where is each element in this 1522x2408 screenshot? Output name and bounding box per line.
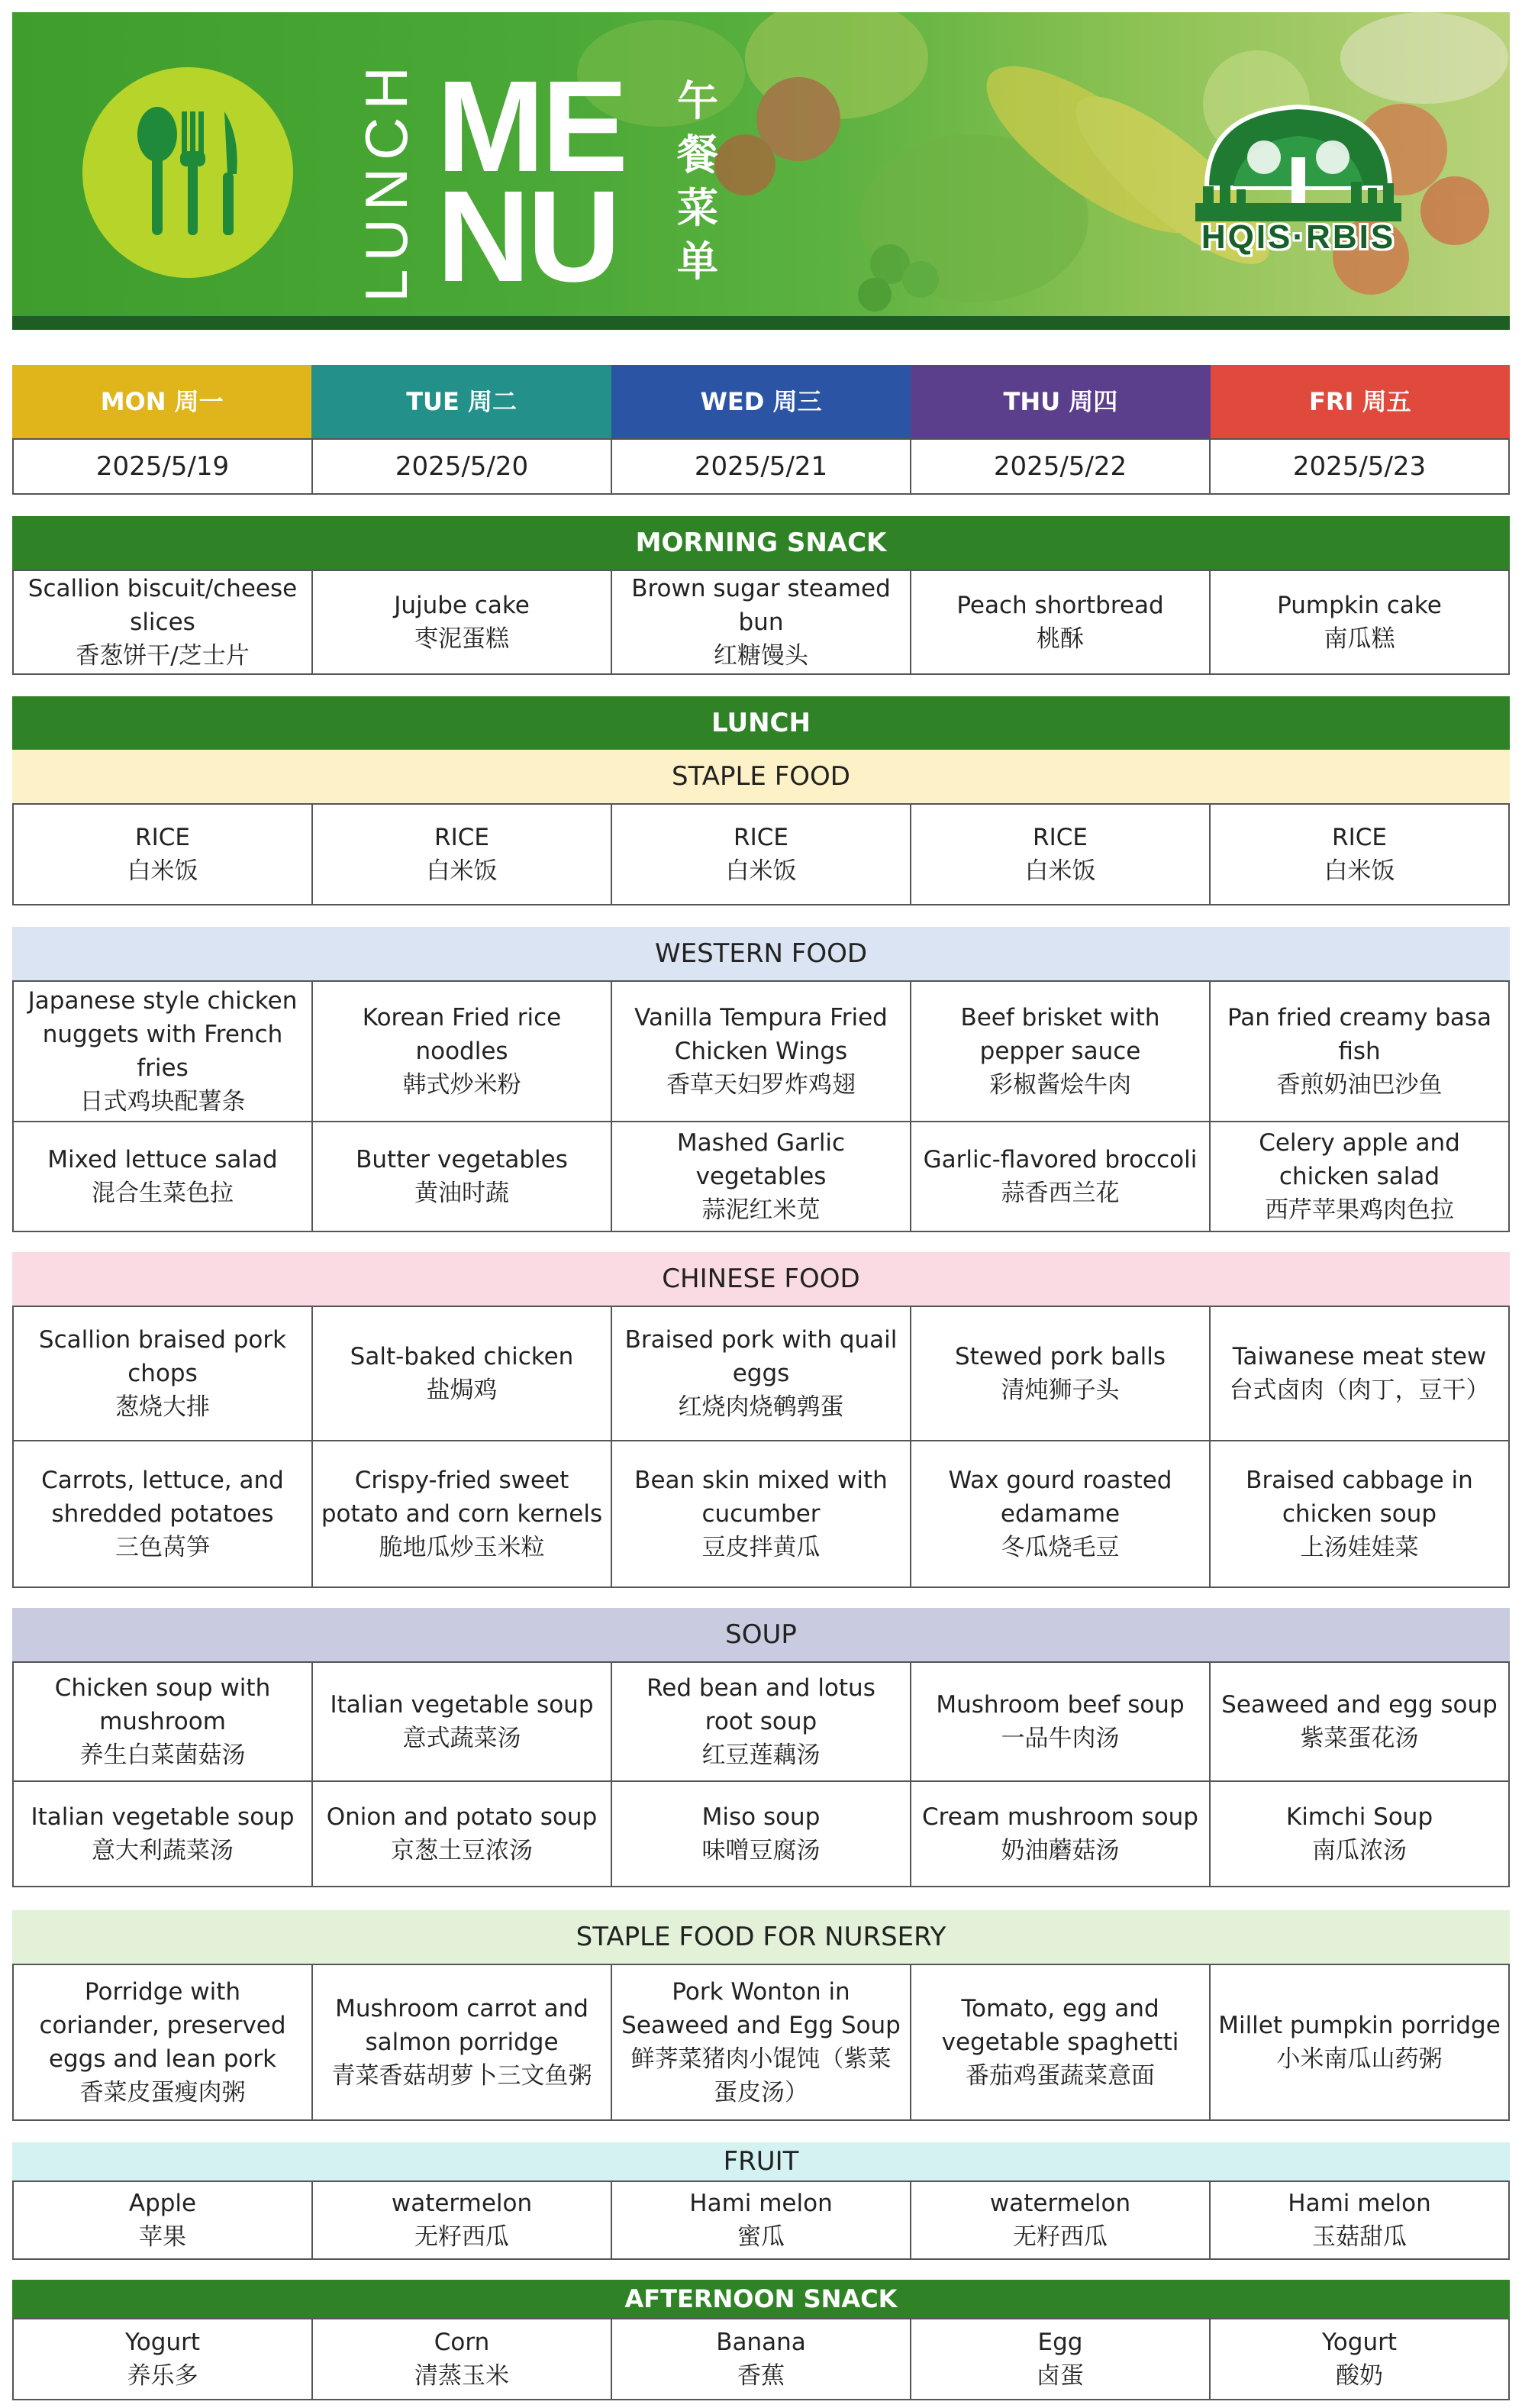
menu-item: RICE 白米饭 (611, 803, 911, 905)
menu-item: watermelon 无籽西瓜 (910, 2180, 1211, 2260)
menu-title (437, 54, 666, 309)
section-chinese-food: CHINESE FOOD (12, 1252, 1510, 1306)
fruit-row (12, 2180, 1510, 2260)
menu-item: Butter vegetables 黄油时蔬 (311, 1121, 612, 1232)
section-soup: SOUP (12, 1608, 1510, 1661)
menu-item: Braised pork with quail eggs 红烧肉烧鹌鹑蛋 (611, 1306, 911, 1441)
menu-item: Hami melon 玉菇甜瓜 (1209, 2180, 1510, 2260)
lunch-vertical-title: LUNCH (352, 58, 420, 302)
section-fruit: FRUIT (12, 2142, 1510, 2180)
menu-item: Pork Wonton in Seaweed and Egg Soup 鲜荠菜猪肉小馄饨（紫菜蛋皮汤） (611, 1964, 911, 2121)
menu-item: Vanilla Tempura Fried Chicken Wings 香草天妇罗炸鸡翅 (611, 980, 911, 1122)
menu-title-chinese: 午 餐 菜 单 (677, 77, 718, 286)
menu-item: Salt-baked chicken 盐焗鸡 (311, 1306, 612, 1441)
menu-item: Peach shortbread 桃酥 (910, 570, 1211, 675)
menu-item: Mushroom beef soup 一品牛肉汤 (910, 1661, 1211, 1782)
menu-item: Yogurt 养乐多 (12, 2318, 313, 2400)
menu-item: RICE 白米饭 (910, 803, 1211, 905)
menu-item: Korean Fried rice noodles 韩式炒米粉 (311, 980, 612, 1122)
section-staple-nursery: STAPLE FOOD FOR NURSERY (12, 1910, 1510, 1964)
menu-item: Garlic-flavored broccoli 蒜香西兰花 (910, 1121, 1211, 1232)
menu-item: Seaweed and egg soup 紫菜蛋花汤 (1209, 1661, 1510, 1782)
menu-item: Cream mushroom soup 奶油蘑菇汤 (910, 1780, 1211, 1887)
menu-item: RICE 白米饭 (311, 803, 612, 905)
chinese-food-row-1 (12, 1306, 1510, 1441)
school-logo-text: HQIS·RBIS (1201, 218, 1396, 256)
menu-item: watermelon 无籽西瓜 (311, 2180, 612, 2260)
menu-item: Kimchi Soup 南瓜浓汤 (1209, 1780, 1510, 1887)
menu-item: Corn 清蒸玉米 (311, 2318, 612, 2400)
date-tue: 2025/5/20 (311, 438, 612, 495)
staple-food-row (12, 803, 1510, 905)
menu-item: Brown sugar steamed bun 红糖馒头 (611, 570, 911, 675)
menu-item: Mixed lettuce salad 混合生菜色拉 (12, 1121, 313, 1232)
day-header-fri: FRI 周五 (1211, 365, 1510, 438)
menu-item: Taiwanese meat stew 台式卤肉（肉丁，豆干） (1209, 1306, 1510, 1441)
menu-item: Bean skin mixed with cucumber 豆皮拌黄瓜 (611, 1440, 911, 1588)
menu-item: Miso soup 味噌豆腐汤 (611, 1780, 911, 1887)
menu-item: Italian vegetable soup 意式蔬菜汤 (311, 1661, 612, 1782)
day-header-mon: MON 周一 (12, 365, 311, 438)
day-header-tue: TUE 周二 (311, 365, 611, 438)
menu-item: Pumpkin cake 南瓜糕 (1209, 570, 1510, 675)
date-wed: 2025/5/21 (611, 438, 911, 495)
menu-item: Porridge with coriander, preserved eggs and lean pork 香菜皮蛋瘦肉粥 (12, 1964, 313, 2121)
nursery-row (12, 1964, 1510, 2121)
section-western-food: WESTERN FOOD (12, 927, 1510, 980)
date-fri: 2025/5/23 (1209, 438, 1510, 495)
menu-item: Beef brisket with pepper sauce 彩椒酱烩牛肉 (910, 980, 1211, 1122)
banner-bottom-stripe (12, 316, 1510, 330)
day-header-thu: THU 周四 (911, 365, 1210, 438)
western-food-row-2 (12, 1121, 1510, 1232)
menu-item: Braised cabbage in chicken soup 上汤娃娃菜 (1209, 1440, 1510, 1588)
menu-item: Jujube cake 枣泥蛋糕 (311, 570, 612, 675)
menu-item: Pan fried creamy basa fish 香煎奶油巴沙鱼 (1209, 980, 1510, 1122)
day-header-wed: WED 周三 (611, 365, 911, 438)
menu-item: Wax gourd roasted edamame 冬瓜烧毛豆 (910, 1440, 1211, 1588)
section-afternoon-snack: AFTERNOON SNACK (12, 2280, 1510, 2318)
afternoon-snack-row (12, 2318, 1510, 2400)
morning-snack-row (12, 570, 1510, 675)
menu-item: Celery apple and chicken salad 西芹苹果鸡肉色拉 (1209, 1121, 1510, 1232)
menu-title-line2: NU (437, 164, 618, 309)
menu-item: Scallion braised pork chops 葱烧大排 (12, 1306, 313, 1441)
menu-item: RICE 白米饭 (1209, 803, 1510, 905)
chinese-food-row-2 (12, 1440, 1510, 1588)
section-morning-snack: MORNING SNACK (12, 516, 1510, 570)
menu-item: RICE 白米饭 (12, 803, 313, 905)
menu-item: Chicken soup with mushroom 养生白菜菌菇汤 (12, 1661, 313, 1782)
menu-item: Red bean and lotus root soup 红豆莲藕汤 (611, 1661, 911, 1782)
menu-item: Yogurt 酸奶 (1209, 2318, 1510, 2400)
menu-item: Stewed pork balls 清炖狮子头 (910, 1306, 1211, 1441)
menu-item: Crispy-fried sweet potato and corn kernels 脆地瓜炒玉米粒 (311, 1440, 612, 1588)
menu-item: Millet pumpkin porridge 小米南瓜山药粥 (1209, 1964, 1510, 2121)
date-thu: 2025/5/22 (910, 438, 1211, 495)
day-header-row (12, 365, 1510, 438)
menu-item: Hami melon 蜜瓜 (611, 2180, 911, 2260)
section-lunch: LUNCH (12, 696, 1510, 750)
menu-item: Egg 卤蛋 (910, 2318, 1211, 2400)
date-mon: 2025/5/19 (12, 438, 313, 495)
date-row (12, 438, 1510, 495)
menu-item: Mashed Garlic vegetables 蒜泥红米苋 (611, 1121, 911, 1232)
menu-title-line1: ME (437, 54, 625, 199)
menu-item: Banana 香蕉 (611, 2318, 911, 2400)
menu-item: Mushroom carrot and salmon porridge 青菜香菇胡萝卜三文鱼粥 (311, 1964, 612, 2121)
menu-item: Japanese style chicken nuggets with French fries 日式鸡块配薯条 (12, 980, 313, 1122)
soup-row-2 (12, 1780, 1510, 1887)
menu-banner (12, 12, 1510, 330)
menu-item: Italian vegetable soup 意大利蔬菜汤 (12, 1780, 313, 1887)
western-food-row-1 (12, 980, 1510, 1122)
menu-item: Tomato, egg and vegetable spaghetti 番茄鸡蛋蔬菜意面 (910, 1964, 1211, 2121)
cutlery-icon (82, 67, 293, 278)
soup-row-1 (12, 1661, 1510, 1782)
menu-item: Apple 苹果 (12, 2180, 313, 2260)
menu-item: Scallion biscuit/cheese slices 香葱饼干/芝士片 (12, 570, 313, 675)
menu-item: Onion and potato soup 京葱土豆浓汤 (311, 1780, 612, 1887)
menu-item: Carrots, lettuce, and shredded potatoes 三色莴笋 (12, 1440, 313, 1588)
section-staple-food: STAPLE FOOD (12, 750, 1510, 803)
